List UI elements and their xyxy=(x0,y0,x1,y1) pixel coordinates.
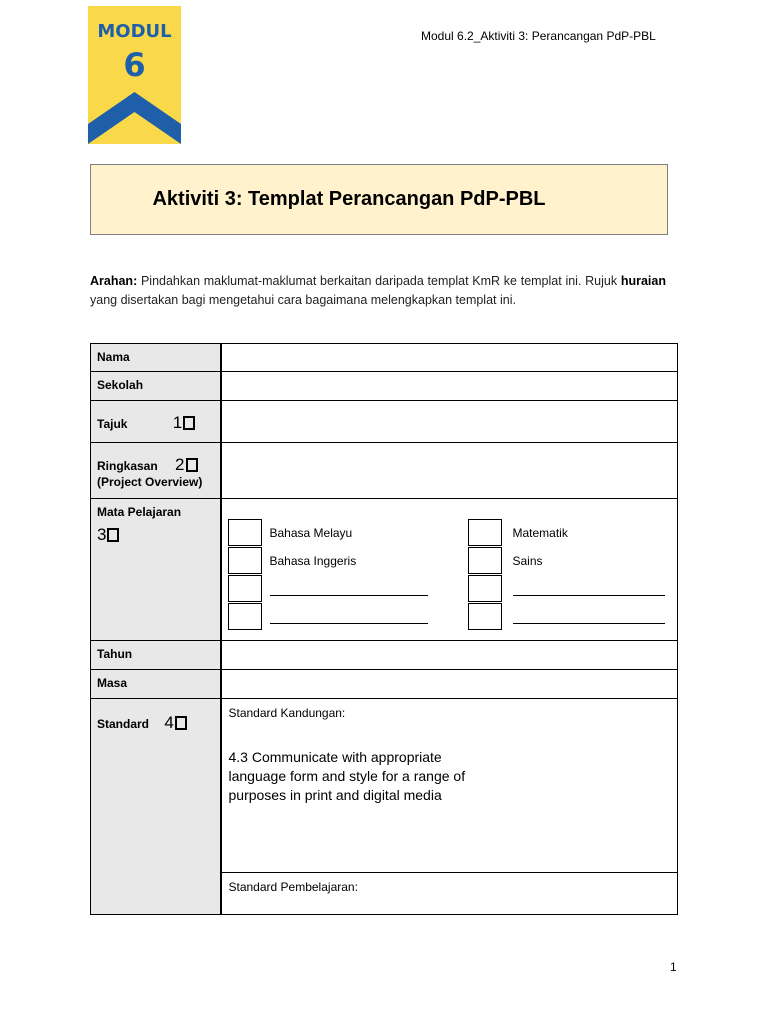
box-icon xyxy=(183,416,195,430)
standard-number: 4 xyxy=(164,713,174,732)
standard-kandungan-cell[interactable] xyxy=(221,699,678,873)
tajuk-number: 1 xyxy=(172,413,183,432)
title-box xyxy=(90,164,668,235)
header-module-title: Modul 6.2_Aktiviti 3: Perancangan PdP-PBL xyxy=(421,29,656,43)
blank-line-left-1[interactable] xyxy=(270,595,428,596)
logo-text-number: 6 xyxy=(123,46,146,84)
label-tajuk: Tajuk xyxy=(97,417,128,431)
instructions-text-1: Pindahkan maklumat-maklumat berkaitan daripada templat KmR ke templat ini. Rujuk xyxy=(137,274,621,288)
label-standard: Standard xyxy=(97,717,150,731)
box-icon xyxy=(175,716,187,730)
standard-kandungan-text: 4.3 Communicate with appropriate language form and style for a range of purposes in print and digital media xyxy=(228,749,466,803)
standard-marker xyxy=(164,713,186,732)
logo-text-modul: MODUL xyxy=(97,21,172,42)
blank-line-right-2[interactable] xyxy=(513,623,665,624)
standard-kandungan-label: Standard Kandungan: xyxy=(228,706,346,720)
instructions-lead: Arahan: xyxy=(90,274,138,288)
modul-logo xyxy=(88,6,181,144)
input-nama[interactable] xyxy=(221,344,678,372)
label-tahun: Tahun xyxy=(91,641,221,670)
label-masa: Masa xyxy=(91,670,221,699)
checkbox-bahasa-melayu[interactable] xyxy=(228,519,262,546)
label-nama: Nama xyxy=(91,344,221,372)
standard-pembelajaran-cell[interactable] xyxy=(221,873,678,915)
row-tahun xyxy=(91,641,678,670)
subject-matematik: Matematik xyxy=(512,526,568,540)
row-mata-pelajaran xyxy=(91,499,678,641)
checkbox-other-left-2[interactable] xyxy=(228,603,262,630)
mata-pelajaran-marker xyxy=(97,525,214,545)
row-ringkasan xyxy=(91,443,678,499)
row-tajuk xyxy=(91,401,678,443)
tajuk-marker xyxy=(172,413,195,432)
checkbox-other-right-2[interactable] xyxy=(468,603,502,630)
input-tajuk[interactable] xyxy=(221,401,678,443)
blank-line-left-2[interactable] xyxy=(270,623,428,624)
input-tahun[interactable] xyxy=(221,641,678,670)
input-masa[interactable] xyxy=(221,670,678,699)
box-icon xyxy=(186,458,198,472)
subject-bahasa-melayu: Bahasa Melayu xyxy=(269,526,353,540)
input-ringkasan[interactable] xyxy=(221,443,678,499)
label-ringkasan-sub: (Project Overview) xyxy=(97,475,203,489)
planning-form-table xyxy=(90,343,678,915)
label-ringkasan: Ringkasan xyxy=(97,459,158,473)
row-sekolah xyxy=(91,372,678,401)
ringkasan-number: 2 xyxy=(175,455,185,474)
subjects-cell xyxy=(221,499,678,641)
ringkasan-marker xyxy=(175,455,197,474)
box-icon xyxy=(107,528,119,542)
row-masa xyxy=(91,670,678,699)
page-number: 1 xyxy=(670,960,677,974)
row-standard-kandungan xyxy=(91,699,678,873)
instructions xyxy=(90,272,666,310)
instructions-text-2: yang disertakan bagi mengetahui cara bagaimana melengkapkan templat ini. xyxy=(90,293,516,307)
mata-pelajaran-number: 3 xyxy=(97,525,107,544)
label-mata-pelajaran: Mata Pelajaran xyxy=(97,505,182,519)
instructions-bold: huraian xyxy=(620,274,666,288)
standard-pembelajaran-label: Standard Pembelajaran: xyxy=(228,880,358,894)
checkbox-matematik[interactable] xyxy=(468,519,502,546)
blank-line-right-1[interactable] xyxy=(513,595,665,596)
label-sekolah: Sekolah xyxy=(91,372,221,401)
checkbox-bahasa-inggeris[interactable] xyxy=(228,547,262,574)
checkbox-other-right-1[interactable] xyxy=(468,575,502,602)
subject-bahasa-inggeris: Bahasa Inggeris xyxy=(269,554,357,568)
checkbox-sains[interactable] xyxy=(468,547,502,574)
page-title: Aktiviti 3: Templat Perancangan PdP-PBL xyxy=(152,188,546,210)
row-nama xyxy=(91,344,678,372)
checkbox-other-left-1[interactable] xyxy=(228,575,262,602)
input-sekolah[interactable] xyxy=(221,372,678,401)
subject-sains: Sains xyxy=(512,554,543,568)
